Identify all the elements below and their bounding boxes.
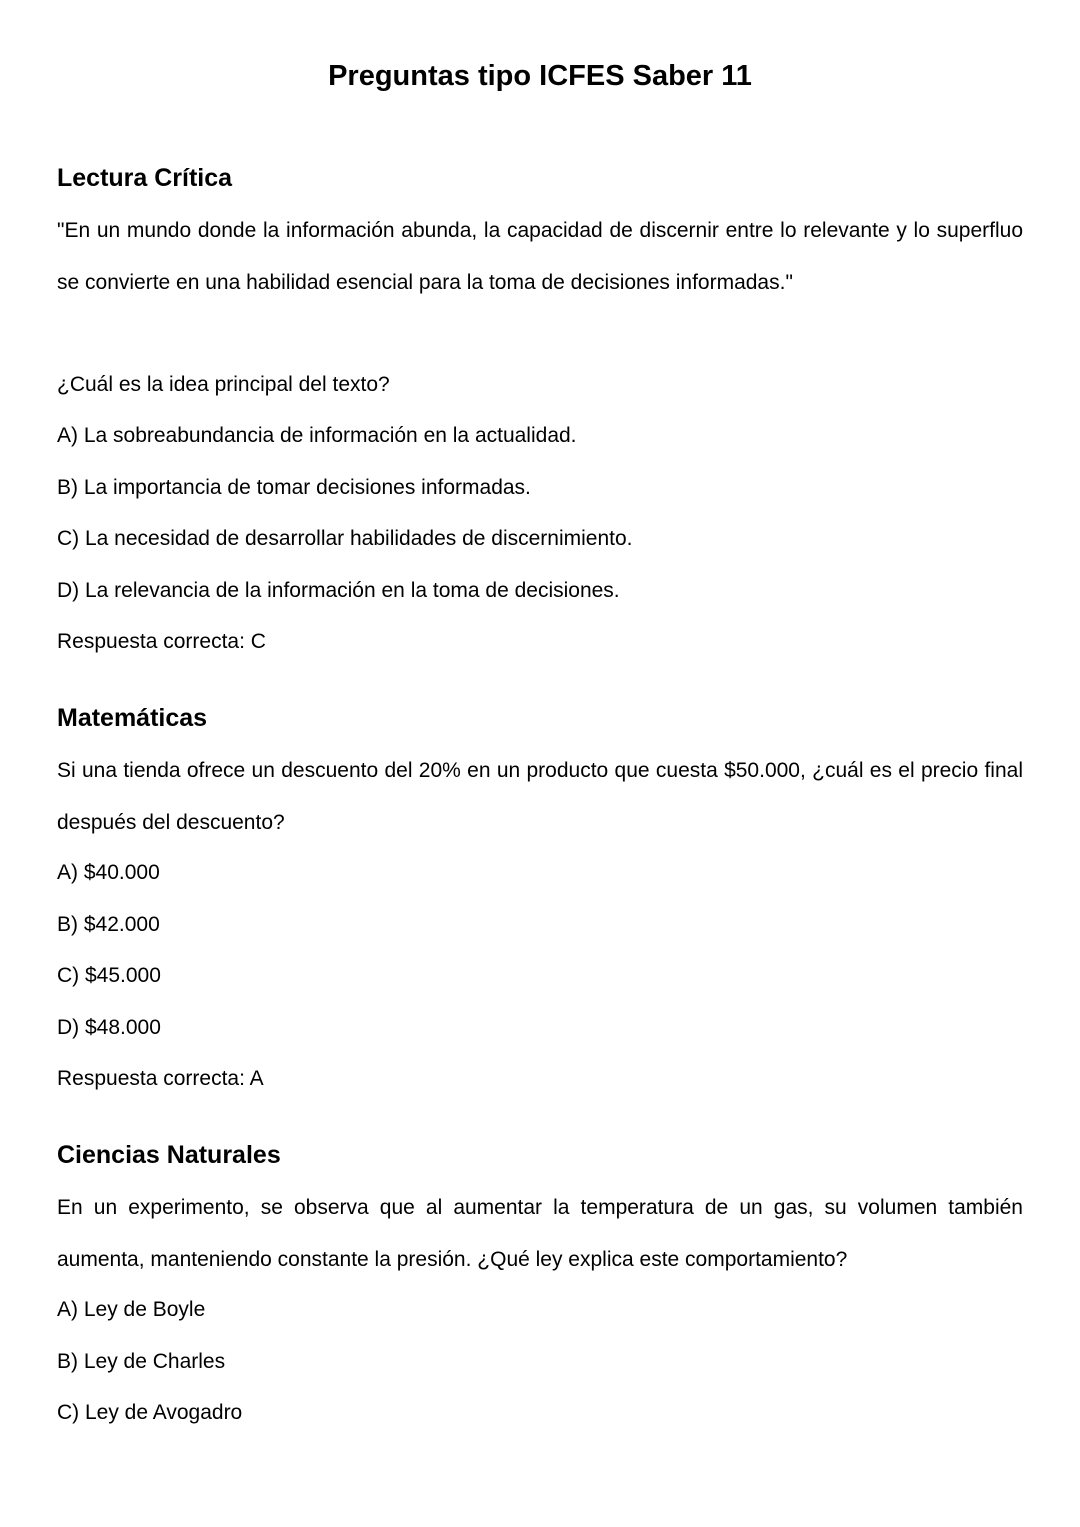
question-text: ¿Cuál es la idea principal del texto? bbox=[57, 373, 390, 396]
reading-passage: "En un mundo donde la información abunda, la capacidad de discernir entre lo relevante y lo superfluo se convierte en una habilidad esencial para la toma de decisiones informadas." bbox=[57, 219, 1023, 294]
section-heading-ciencias-naturales: Ciencias Naturales bbox=[57, 1141, 281, 1169]
correct-answer: Respuesta correcta: A bbox=[57, 1067, 264, 1090]
section-heading-matematicas: Matemáticas bbox=[57, 704, 208, 732]
answer-option-c: C) La necesidad de desarrollar habilidades de discernimiento. bbox=[57, 527, 633, 550]
question-text: Si una tienda ofrece un descuento del 20% en un producto que cuesta $50.000, ¿cuál es el precio final después del descuento? bbox=[57, 759, 1023, 834]
answer-option-b: B) $42.000 bbox=[57, 913, 160, 936]
question-text: En un experimento, se observa que al aumentar la temperatura de un gas, su volumen también aumenta, manteniendo constante la presión. ¿Qué ley explica este comportamiento? bbox=[57, 1196, 1023, 1271]
answer-option-a: A) La sobreabundancia de información en la actualidad. bbox=[57, 424, 577, 447]
answer-option-c: C) $45.000 bbox=[57, 964, 161, 987]
correct-answer: Respuesta correcta: C bbox=[57, 630, 266, 653]
answer-option-a: A) Ley de Boyle bbox=[57, 1298, 206, 1321]
answer-option-b: B) Ley de Charles bbox=[57, 1350, 226, 1373]
answer-option-c: C) Ley de Avogadro bbox=[57, 1401, 243, 1424]
answer-option-b: B) La importancia de tomar decisiones informadas. bbox=[57, 476, 531, 499]
answer-option-d: D) La relevancia de la información en la toma de decisiones. bbox=[57, 579, 620, 602]
answer-option-a: A) $40.000 bbox=[57, 861, 160, 884]
document-title: Preguntas tipo ICFES Saber 11 bbox=[328, 60, 752, 92]
answer-option-d: D) $48.000 bbox=[57, 1016, 161, 1039]
section-heading-lectura-critica: Lectura Crítica bbox=[57, 164, 233, 192]
